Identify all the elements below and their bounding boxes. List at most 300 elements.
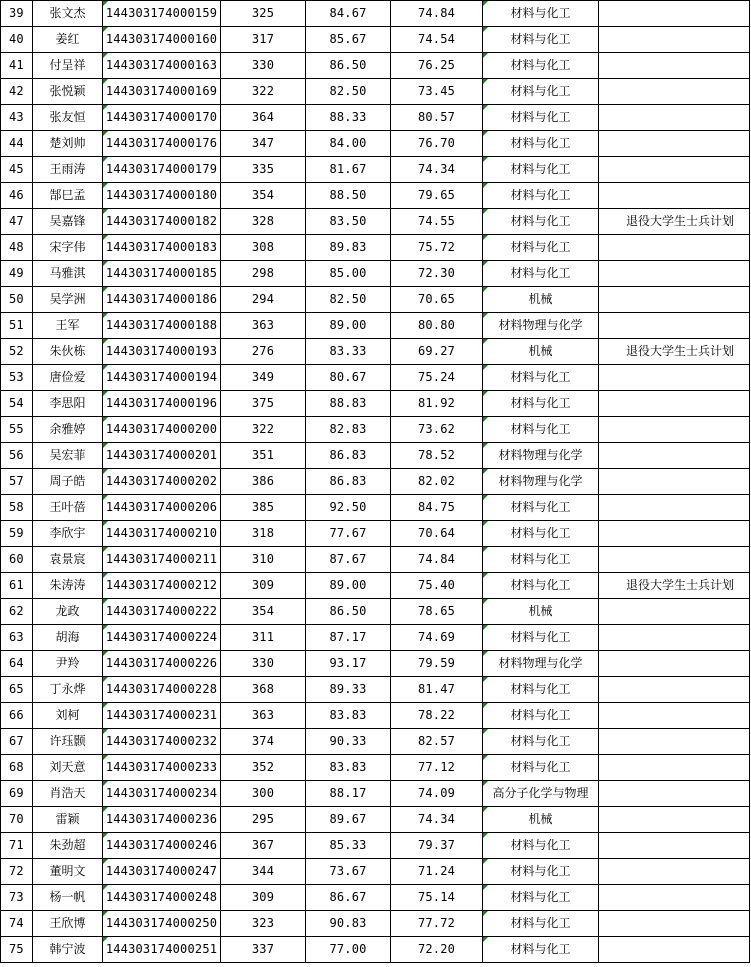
- cell-seq-no[interactable]: 61: [1, 573, 33, 599]
- cell-interview-score[interactable]: 83.83: [306, 703, 391, 729]
- cell-major[interactable]: 材料与化工: [483, 703, 599, 729]
- cell-exam-id[interactable]: 144303174000194: [103, 365, 221, 391]
- cell-exam-id[interactable]: 144303174000226: [103, 651, 221, 677]
- cell-name[interactable]: 吴学洲: [33, 287, 103, 313]
- cell-name[interactable]: 尹羚: [33, 651, 103, 677]
- cell-final-score[interactable]: 73.45: [391, 79, 483, 105]
- cell-exam-id[interactable]: 144303174000201: [103, 443, 221, 469]
- cell-interview-score[interactable]: 82.50: [306, 79, 391, 105]
- cell-major[interactable]: 材料与化工: [483, 495, 599, 521]
- cell-note[interactable]: [599, 547, 750, 573]
- cell-name[interactable]: 朱劲超: [33, 833, 103, 859]
- cell-note[interactable]: [599, 859, 750, 885]
- cell-total-score[interactable]: 386: [221, 469, 306, 495]
- cell-note[interactable]: [599, 625, 750, 651]
- cell-exam-id[interactable]: 144303174000250: [103, 911, 221, 937]
- cell-major[interactable]: 材料与化工: [483, 755, 599, 781]
- cell-exam-id[interactable]: 144303174000193: [103, 339, 221, 365]
- cell-total-score[interactable]: 354: [221, 183, 306, 209]
- cell-final-score[interactable]: 80.57: [391, 105, 483, 131]
- cell-interview-score[interactable]: 89.83: [306, 235, 391, 261]
- cell-interview-score[interactable]: 89.33: [306, 677, 391, 703]
- cell-note[interactable]: [599, 911, 750, 937]
- cell-interview-score[interactable]: 86.67: [306, 885, 391, 911]
- cell-total-score[interactable]: 276: [221, 339, 306, 365]
- cell-exam-id[interactable]: 144303174000211: [103, 547, 221, 573]
- cell-note[interactable]: 退役大学生士兵计划: [599, 573, 750, 599]
- cell-note[interactable]: [599, 755, 750, 781]
- cell-total-score[interactable]: 318: [221, 521, 306, 547]
- cell-name[interactable]: 唐俭爱: [33, 365, 103, 391]
- cell-final-score[interactable]: 79.65: [391, 183, 483, 209]
- cell-final-score[interactable]: 74.69: [391, 625, 483, 651]
- cell-seq-no[interactable]: 53: [1, 365, 33, 391]
- cell-total-score[interactable]: 322: [221, 417, 306, 443]
- cell-final-score[interactable]: 81.47: [391, 677, 483, 703]
- cell-name[interactable]: 余雅婷: [33, 417, 103, 443]
- cell-final-score[interactable]: 74.84: [391, 1, 483, 27]
- cell-total-score[interactable]: 294: [221, 287, 306, 313]
- cell-seq-no[interactable]: 71: [1, 833, 33, 859]
- cell-exam-id[interactable]: 144303174000231: [103, 703, 221, 729]
- cell-major[interactable]: 材料与化工: [483, 625, 599, 651]
- cell-name[interactable]: 吴嘉锋: [33, 209, 103, 235]
- cell-total-score[interactable]: 344: [221, 859, 306, 885]
- cell-seq-no[interactable]: 60: [1, 547, 33, 573]
- cell-note[interactable]: 退役大学生士兵计划: [599, 209, 750, 235]
- cell-major[interactable]: 材料与化工: [483, 937, 599, 963]
- cell-seq-no[interactable]: 47: [1, 209, 33, 235]
- cell-exam-id[interactable]: 144303174000159: [103, 1, 221, 27]
- cell-note[interactable]: [599, 183, 750, 209]
- cell-exam-id[interactable]: 144303174000185: [103, 261, 221, 287]
- cell-major[interactable]: 高分子化学与物理: [483, 781, 599, 807]
- cell-note[interactable]: [599, 807, 750, 833]
- cell-interview-score[interactable]: 89.00: [306, 573, 391, 599]
- cell-total-score[interactable]: 317: [221, 27, 306, 53]
- cell-name[interactable]: 董明文: [33, 859, 103, 885]
- cell-final-score[interactable]: 78.52: [391, 443, 483, 469]
- cell-total-score[interactable]: 367: [221, 833, 306, 859]
- cell-name[interactable]: 宋字伟: [33, 235, 103, 261]
- cell-note[interactable]: [599, 651, 750, 677]
- cell-exam-id[interactable]: 144303174000206: [103, 495, 221, 521]
- cell-note[interactable]: [599, 703, 750, 729]
- cell-name[interactable]: 李思阳: [33, 391, 103, 417]
- cell-total-score[interactable]: 330: [221, 53, 306, 79]
- cell-major[interactable]: 材料物理与化学: [483, 313, 599, 339]
- cell-seq-no[interactable]: 43: [1, 105, 33, 131]
- cell-total-score[interactable]: 308: [221, 235, 306, 261]
- cell-total-score[interactable]: 385: [221, 495, 306, 521]
- cell-total-score[interactable]: 322: [221, 79, 306, 105]
- cell-note[interactable]: [599, 833, 750, 859]
- cell-seq-no[interactable]: 70: [1, 807, 33, 833]
- cell-name[interactable]: 朱涛涛: [33, 573, 103, 599]
- cell-final-score[interactable]: 81.92: [391, 391, 483, 417]
- cell-seq-no[interactable]: 48: [1, 235, 33, 261]
- table-row: [1, 261, 750, 287]
- cell-name[interactable]: 刘天意: [33, 755, 103, 781]
- cell-exam-id[interactable]: 144303174000224: [103, 625, 221, 651]
- cell-major[interactable]: 材料与化工: [483, 573, 599, 599]
- cell-exam-id[interactable]: 144303174000232: [103, 729, 221, 755]
- cell-seq-no[interactable]: 69: [1, 781, 33, 807]
- cell-total-score[interactable]: 363: [221, 703, 306, 729]
- cell-exam-id[interactable]: 144303174000179: [103, 157, 221, 183]
- cell-exam-id[interactable]: 144303174000202: [103, 469, 221, 495]
- cell-seq-no[interactable]: 62: [1, 599, 33, 625]
- cell-interview-score[interactable]: 83.33: [306, 339, 391, 365]
- cell-name[interactable]: 肖浩天: [33, 781, 103, 807]
- cell-final-score[interactable]: 79.37: [391, 833, 483, 859]
- cell-major[interactable]: 材料物理与化学: [483, 469, 599, 495]
- cell-name[interactable]: 李欣宇: [33, 521, 103, 547]
- cell-name[interactable]: 付呈祥: [33, 53, 103, 79]
- cell-exam-id[interactable]: 144303174000180: [103, 183, 221, 209]
- cell-interview-score[interactable]: 88.17: [306, 781, 391, 807]
- cell-note[interactable]: [599, 391, 750, 417]
- cell-total-score[interactable]: 328: [221, 209, 306, 235]
- cell-interview-score[interactable]: 88.83: [306, 391, 391, 417]
- cell-final-score[interactable]: 75.72: [391, 235, 483, 261]
- cell-major[interactable]: 材料与化工: [483, 53, 599, 79]
- cell-exam-id[interactable]: 144303174000251: [103, 937, 221, 963]
- cell-name[interactable]: 韩宁波: [33, 937, 103, 963]
- cell-total-score[interactable]: 295: [221, 807, 306, 833]
- cell-interview-score[interactable]: 93.17: [306, 651, 391, 677]
- cell-name[interactable]: 郜巳孟: [33, 183, 103, 209]
- cell-final-score[interactable]: 72.30: [391, 261, 483, 287]
- cell-seq-no[interactable]: 74: [1, 911, 33, 937]
- cell-major[interactable]: 材料与化工: [483, 183, 599, 209]
- cell-final-score[interactable]: 69.27: [391, 339, 483, 365]
- cell-major[interactable]: 材料与化工: [483, 261, 599, 287]
- cell-note[interactable]: [599, 365, 750, 391]
- cell-seq-no[interactable]: 42: [1, 79, 33, 105]
- cell-note[interactable]: 退役大学生士兵计划: [599, 339, 750, 365]
- cell-final-score[interactable]: 74.09: [391, 781, 483, 807]
- cell-name[interactable]: 龙政: [33, 599, 103, 625]
- cell-note[interactable]: [599, 313, 750, 339]
- cell-major[interactable]: 机械: [483, 599, 599, 625]
- cell-name[interactable]: 姜红: [33, 27, 103, 53]
- cell-name[interactable]: 马雅淇: [33, 261, 103, 287]
- cell-total-score[interactable]: 374: [221, 729, 306, 755]
- cell-final-score[interactable]: 82.02: [391, 469, 483, 495]
- cell-note[interactable]: [599, 781, 750, 807]
- cell-total-score[interactable]: 323: [221, 911, 306, 937]
- cell-major[interactable]: 材料与化工: [483, 859, 599, 885]
- cell-exam-id[interactable]: 144303174000170: [103, 105, 221, 131]
- cell-exam-id[interactable]: 144303174000183: [103, 235, 221, 261]
- cell-note[interactable]: [599, 79, 750, 105]
- cell-final-score[interactable]: 74.34: [391, 807, 483, 833]
- cell-seq-no[interactable]: 64: [1, 651, 33, 677]
- cell-total-score[interactable]: 351: [221, 443, 306, 469]
- cell-final-score[interactable]: 80.80: [391, 313, 483, 339]
- cell-seq-no[interactable]: 41: [1, 53, 33, 79]
- cell-note[interactable]: [599, 53, 750, 79]
- cell-final-score[interactable]: 78.65: [391, 599, 483, 625]
- cell-exam-id[interactable]: 144303174000246: [103, 833, 221, 859]
- cell-final-score[interactable]: 76.25: [391, 53, 483, 79]
- cell-seq-no[interactable]: 72: [1, 859, 33, 885]
- cell-total-score[interactable]: 368: [221, 677, 306, 703]
- cell-interview-score[interactable]: 85.00: [306, 261, 391, 287]
- cell-major[interactable]: 材料与化工: [483, 391, 599, 417]
- cell-interview-score[interactable]: 90.83: [306, 911, 391, 937]
- cell-name[interactable]: 楚刘帅: [33, 131, 103, 157]
- cell-major[interactable]: 材料与化工: [483, 1, 599, 27]
- cell-name[interactable]: 丁永烨: [33, 677, 103, 703]
- cell-major[interactable]: 材料物理与化学: [483, 651, 599, 677]
- cell-total-score[interactable]: 363: [221, 313, 306, 339]
- cell-total-score[interactable]: 330: [221, 651, 306, 677]
- cell-interview-score[interactable]: 81.67: [306, 157, 391, 183]
- cell-major[interactable]: 材料与化工: [483, 833, 599, 859]
- cell-major[interactable]: 材料与化工: [483, 521, 599, 547]
- cell-seq-no[interactable]: 65: [1, 677, 33, 703]
- cell-seq-no[interactable]: 44: [1, 131, 33, 157]
- cell-seq-no[interactable]: 50: [1, 287, 33, 313]
- cell-note[interactable]: [599, 105, 750, 131]
- cell-seq-no[interactable]: 49: [1, 261, 33, 287]
- table-body: [1, 1, 750, 963]
- cell-exam-id[interactable]: 144303174000188: [103, 313, 221, 339]
- cell-seq-no[interactable]: 75: [1, 937, 33, 963]
- cell-final-score[interactable]: 74.54: [391, 27, 483, 53]
- cell-note[interactable]: [599, 443, 750, 469]
- cell-major[interactable]: 材料与化工: [483, 235, 599, 261]
- cell-total-score[interactable]: 347: [221, 131, 306, 157]
- cell-major[interactable]: 材料物理与化学: [483, 443, 599, 469]
- cell-interview-score[interactable]: 80.67: [306, 365, 391, 391]
- cell-seq-no[interactable]: 46: [1, 183, 33, 209]
- cell-note[interactable]: [599, 495, 750, 521]
- cell-major[interactable]: 机械: [483, 287, 599, 313]
- cell-exam-id[interactable]: 144303174000212: [103, 573, 221, 599]
- cell-note[interactable]: [599, 1, 750, 27]
- cell-final-score[interactable]: 75.40: [391, 573, 483, 599]
- cell-exam-id[interactable]: 144303174000234: [103, 781, 221, 807]
- cell-final-score[interactable]: 77.72: [391, 911, 483, 937]
- cell-interview-score[interactable]: 85.67: [306, 27, 391, 53]
- cell-seq-no[interactable]: 68: [1, 755, 33, 781]
- cell-total-score[interactable]: 337: [221, 937, 306, 963]
- cell-seq-no[interactable]: 56: [1, 443, 33, 469]
- cell-final-score[interactable]: 77.12: [391, 755, 483, 781]
- cell-exam-id[interactable]: 144303174000169: [103, 79, 221, 105]
- cell-exam-id[interactable]: 144303174000222: [103, 599, 221, 625]
- cell-seq-no[interactable]: 63: [1, 625, 33, 651]
- cell-final-score[interactable]: 84.75: [391, 495, 483, 521]
- cell-seq-no[interactable]: 52: [1, 339, 33, 365]
- cell-total-score[interactable]: 354: [221, 599, 306, 625]
- cell-total-score[interactable]: 352: [221, 755, 306, 781]
- cell-total-score[interactable]: 309: [221, 573, 306, 599]
- cell-interview-score[interactable]: 86.50: [306, 53, 391, 79]
- cell-seq-no[interactable]: 58: [1, 495, 33, 521]
- cell-note[interactable]: [599, 677, 750, 703]
- cell-interview-score[interactable]: 77.00: [306, 937, 391, 963]
- cell-major[interactable]: 材料与化工: [483, 911, 599, 937]
- cell-name[interactable]: 刘柯: [33, 703, 103, 729]
- cell-seq-no[interactable]: 67: [1, 729, 33, 755]
- cell-seq-no[interactable]: 45: [1, 157, 33, 183]
- cell-exam-id[interactable]: 144303174000160: [103, 27, 221, 53]
- cell-interview-score[interactable]: 85.33: [306, 833, 391, 859]
- cell-note[interactable]: [599, 157, 750, 183]
- cell-interview-score[interactable]: 89.00: [306, 313, 391, 339]
- cell-interview-score[interactable]: 87.67: [306, 547, 391, 573]
- cell-total-score[interactable]: 311: [221, 625, 306, 651]
- cell-seq-no[interactable]: 54: [1, 391, 33, 417]
- cell-total-score[interactable]: 310: [221, 547, 306, 573]
- cell-major[interactable]: 材料与化工: [483, 885, 599, 911]
- cell-interview-score[interactable]: 88.33: [306, 105, 391, 131]
- cell-interview-score[interactable]: 86.83: [306, 443, 391, 469]
- cell-note[interactable]: [599, 885, 750, 911]
- cell-seq-no[interactable]: 39: [1, 1, 33, 27]
- cell-total-score[interactable]: 349: [221, 365, 306, 391]
- cell-name[interactable]: 张悦颖: [33, 79, 103, 105]
- cell-note[interactable]: [599, 261, 750, 287]
- cell-note[interactable]: [599, 521, 750, 547]
- cell-major[interactable]: 机械: [483, 807, 599, 833]
- cell-final-score[interactable]: 75.14: [391, 885, 483, 911]
- cell-name[interactable]: 张友恒: [33, 105, 103, 131]
- cell-interview-score[interactable]: 88.50: [306, 183, 391, 209]
- cell-total-score[interactable]: 300: [221, 781, 306, 807]
- cell-interview-score[interactable]: 89.67: [306, 807, 391, 833]
- cell-interview-score[interactable]: 92.50: [306, 495, 391, 521]
- cell-name[interactable]: 杨一帆: [33, 885, 103, 911]
- cell-final-score[interactable]: 79.59: [391, 651, 483, 677]
- cell-final-score[interactable]: 74.34: [391, 157, 483, 183]
- cell-interview-score[interactable]: 73.67: [306, 859, 391, 885]
- cell-note[interactable]: [599, 469, 750, 495]
- cell-name[interactable]: 许珏颢: [33, 729, 103, 755]
- cell-exam-id[interactable]: 144303174000163: [103, 53, 221, 79]
- cell-exam-id[interactable]: 144303174000248: [103, 885, 221, 911]
- cell-interview-score[interactable]: 83.83: [306, 755, 391, 781]
- cell-name[interactable]: 张文杰: [33, 1, 103, 27]
- cell-exam-id[interactable]: 144303174000176: [103, 131, 221, 157]
- cell-seq-no[interactable]: 55: [1, 417, 33, 443]
- cell-final-score[interactable]: 73.62: [391, 417, 483, 443]
- cell-note[interactable]: [599, 599, 750, 625]
- cell-interview-score[interactable]: 82.50: [306, 287, 391, 313]
- cell-name[interactable]: 袁景宸: [33, 547, 103, 573]
- cell-major[interactable]: 材料与化工: [483, 417, 599, 443]
- cell-interview-score[interactable]: 82.83: [306, 417, 391, 443]
- cell-note[interactable]: [599, 235, 750, 261]
- cell-final-score[interactable]: 70.65: [391, 287, 483, 313]
- cell-major[interactable]: 材料与化工: [483, 131, 599, 157]
- cell-major[interactable]: 材料与化工: [483, 105, 599, 131]
- cell-total-score[interactable]: 375: [221, 391, 306, 417]
- table-row: [1, 417, 750, 443]
- cell-final-score[interactable]: 75.24: [391, 365, 483, 391]
- cell-interview-score[interactable]: 90.33: [306, 729, 391, 755]
- cell-exam-id[interactable]: 144303174000182: [103, 209, 221, 235]
- cell-note[interactable]: [599, 27, 750, 53]
- cell-seq-no[interactable]: 40: [1, 27, 33, 53]
- cell-major[interactable]: 材料与化工: [483, 365, 599, 391]
- cell-name[interactable]: 朱伙栋: [33, 339, 103, 365]
- cell-interview-score[interactable]: 77.67: [306, 521, 391, 547]
- cell-major[interactable]: 机械: [483, 339, 599, 365]
- cell-total-score[interactable]: 364: [221, 105, 306, 131]
- cell-seq-no[interactable]: 59: [1, 521, 33, 547]
- cell-note[interactable]: [599, 937, 750, 963]
- cell-note[interactable]: [599, 131, 750, 157]
- cell-final-score[interactable]: 76.70: [391, 131, 483, 157]
- cell-note[interactable]: [599, 417, 750, 443]
- cell-exam-id[interactable]: 144303174000236: [103, 807, 221, 833]
- cell-name[interactable]: 王叶蓓: [33, 495, 103, 521]
- cell-interview-score[interactable]: 87.17: [306, 625, 391, 651]
- cell-name[interactable]: 吴宏菲: [33, 443, 103, 469]
- cell-final-score[interactable]: 71.24: [391, 859, 483, 885]
- cell-interview-score[interactable]: 84.00: [306, 131, 391, 157]
- cell-interview-score[interactable]: 86.83: [306, 469, 391, 495]
- cell-note[interactable]: [599, 287, 750, 313]
- cell-final-score[interactable]: 72.20: [391, 937, 483, 963]
- cell-name[interactable]: 王军: [33, 313, 103, 339]
- cell-total-score[interactable]: 298: [221, 261, 306, 287]
- cell-exam-id[interactable]: 144303174000210: [103, 521, 221, 547]
- cell-exam-id[interactable]: 144303174000186: [103, 287, 221, 313]
- cell-interview-score[interactable]: 86.50: [306, 599, 391, 625]
- cell-name[interactable]: 王雨涛: [33, 157, 103, 183]
- cell-final-score[interactable]: 82.57: [391, 729, 483, 755]
- cell-total-score[interactable]: 309: [221, 885, 306, 911]
- cell-name[interactable]: 周子皓: [33, 469, 103, 495]
- cell-seq-no[interactable]: 51: [1, 313, 33, 339]
- cell-name[interactable]: 王欣博: [33, 911, 103, 937]
- cell-major[interactable]: 材料与化工: [483, 27, 599, 53]
- cell-interview-score[interactable]: 83.50: [306, 209, 391, 235]
- cell-exam-id[interactable]: 144303174000233: [103, 755, 221, 781]
- cell-seq-no[interactable]: 66: [1, 703, 33, 729]
- cell-exam-id[interactable]: 144303174000247: [103, 859, 221, 885]
- cell-final-score[interactable]: 78.22: [391, 703, 483, 729]
- cell-major[interactable]: 材料与化工: [483, 209, 599, 235]
- cell-note[interactable]: [599, 729, 750, 755]
- cell-seq-no[interactable]: 73: [1, 885, 33, 911]
- table-row: [1, 235, 750, 261]
- cell-exam-id[interactable]: 144303174000228: [103, 677, 221, 703]
- cell-major[interactable]: 材料与化工: [483, 677, 599, 703]
- cell-final-score[interactable]: 74.55: [391, 209, 483, 235]
- cell-name[interactable]: 雷颖: [33, 807, 103, 833]
- cell-interview-score[interactable]: 84.67: [306, 1, 391, 27]
- cell-name[interactable]: 胡海: [33, 625, 103, 651]
- cell-seq-no[interactable]: 57: [1, 469, 33, 495]
- cell-major[interactable]: 材料与化工: [483, 729, 599, 755]
- cell-total-score[interactable]: 335: [221, 157, 306, 183]
- cell-exam-id[interactable]: 144303174000196: [103, 391, 221, 417]
- cell-final-score[interactable]: 70.64: [391, 521, 483, 547]
- cell-total-score[interactable]: 325: [221, 1, 306, 27]
- cell-major[interactable]: 材料与化工: [483, 547, 599, 573]
- cell-major[interactable]: 材料与化工: [483, 79, 599, 105]
- cell-final-score[interactable]: 74.84: [391, 547, 483, 573]
- cell-major[interactable]: 材料与化工: [483, 157, 599, 183]
- cell-exam-id[interactable]: 144303174000200: [103, 417, 221, 443]
